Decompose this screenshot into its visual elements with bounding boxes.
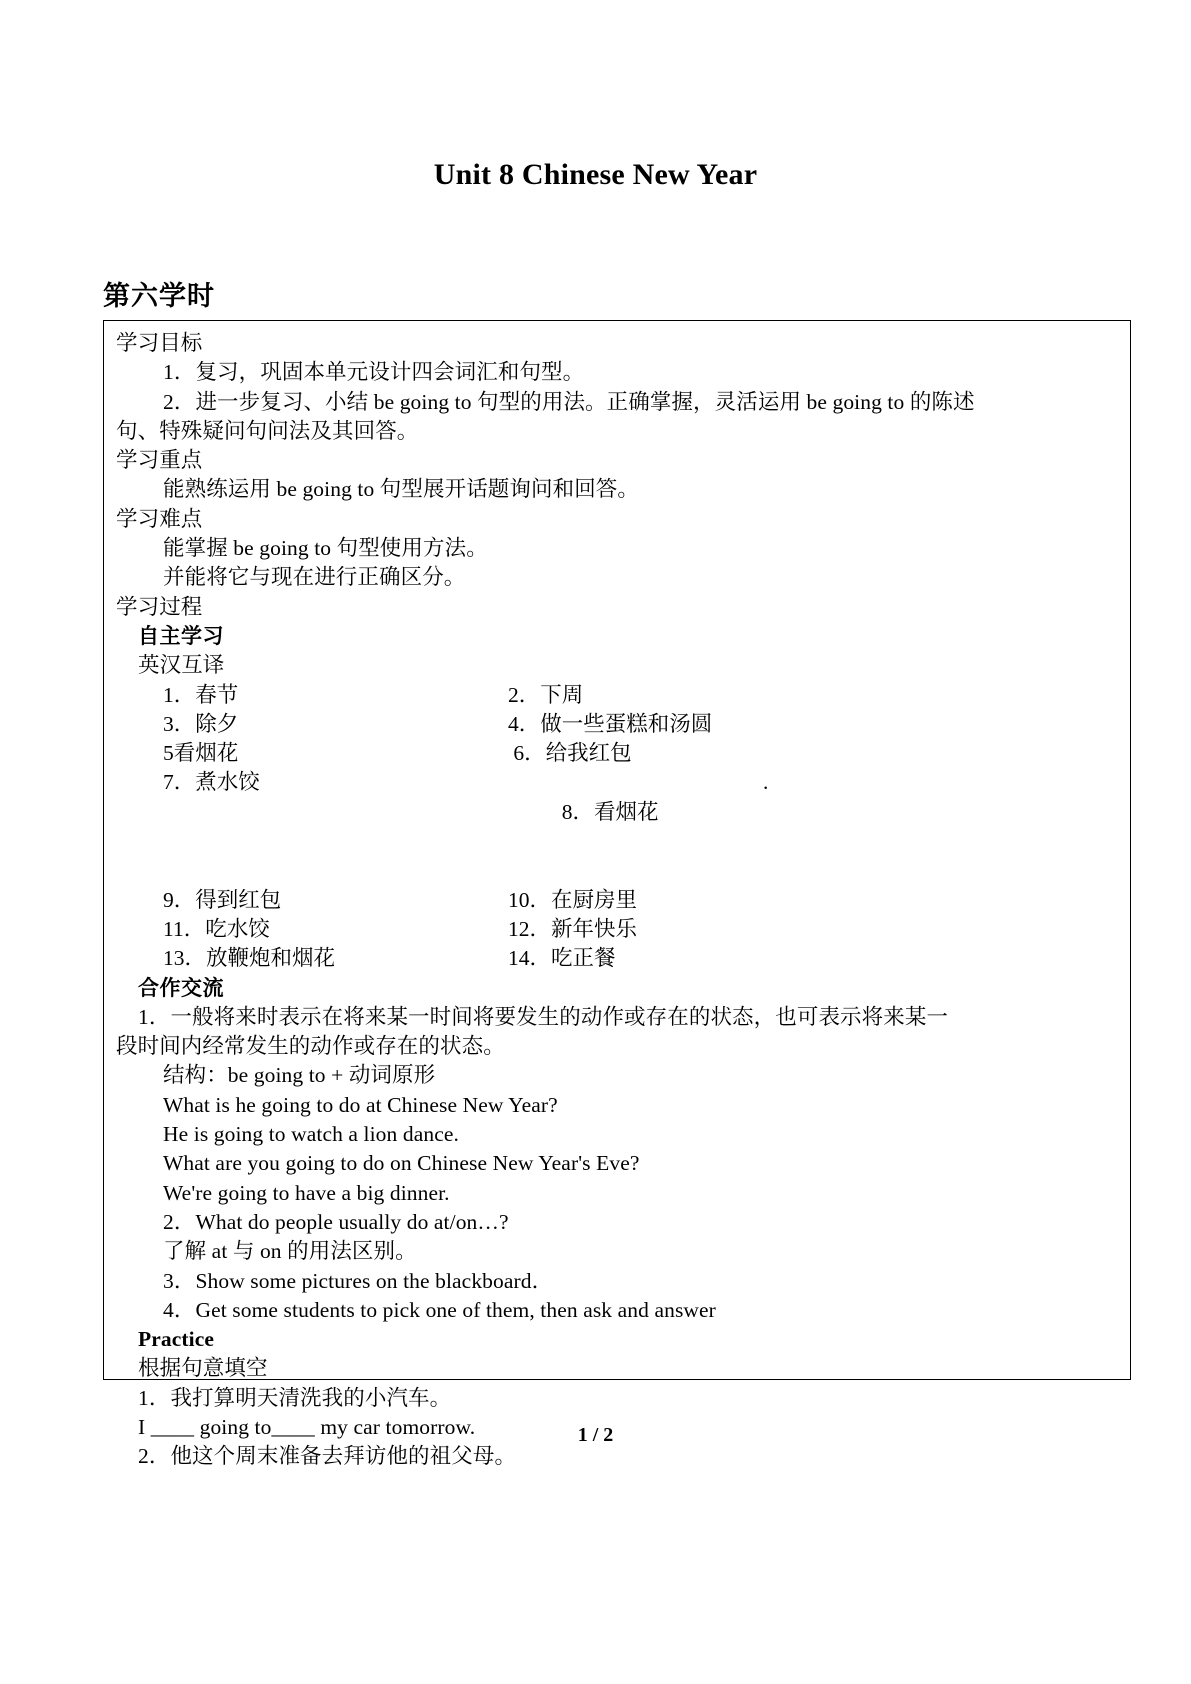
practice-line: 根据句意填空 [138, 1356, 268, 1381]
vocab-row [116, 681, 1116, 710]
vocab-row [116, 739, 1116, 768]
vocabulary-list [116, 681, 1116, 974]
cooperation-line: 结构：be going to + 动词原形 [163, 1063, 436, 1088]
vocab-item: 6．给我红包 [508, 741, 632, 766]
difficult-points-item: 能掌握 be going to 句型使用方法。 [163, 536, 488, 561]
vocab-row [116, 915, 1116, 944]
lesson-content-box [103, 320, 1131, 1469]
cooperation-line: What are you going to do on Chinese New Year's Eve? [163, 1151, 640, 1176]
vocab-item: 9．得到红包 [163, 887, 282, 912]
vocab-item: 2．下周 [508, 682, 584, 707]
objectives-item: 1．复习，巩固本单元设计四会词汇和句型。 [163, 360, 585, 385]
self-study-subheading: 英汉互译 [138, 653, 225, 678]
vocab-item: 11．吃水饺 [163, 916, 270, 941]
vocab-item: 10．在厨房里 [508, 887, 638, 912]
practice-line: 1．我打算明天清洗我的小汽车。 [138, 1385, 452, 1410]
lesson-heading: 第六学时 [103, 281, 215, 312]
cooperation-line: 3．Show some pictures on the blackboard． [163, 1268, 554, 1293]
cooperation-line: 2．What do people usually do at/on…? [163, 1209, 509, 1234]
cooperation-line: 了解 at 与 on 的用法区别。 [163, 1239, 417, 1264]
vocab-item: 12．新年快乐 [508, 916, 638, 941]
vocab-item [508, 768, 1116, 885]
stray-punctuation: . [763, 770, 769, 795]
self-study-heading: 自主学习 [138, 623, 224, 648]
difficult-points-item: 并能将它与现在进行正确区分。 [163, 565, 466, 590]
cooperation-line: We're going to have a big dinner. [163, 1180, 450, 1205]
vocab-item: 13．放鞭炮和烟花 [163, 946, 336, 971]
vocab-item: 7．煮水饺 [163, 770, 260, 795]
process-heading: 学习过程 [116, 594, 203, 619]
vocab-item-text: 8．看烟花 [561, 799, 659, 824]
practice-line: I ____ going to____ my car tomorrow. [138, 1414, 476, 1439]
vocab-item: 3．除夕 [163, 711, 239, 736]
practice-line: 2．他这个周末准备去拜访他的祖父母。 [138, 1444, 517, 1469]
cooperation-heading: 合作交流 [138, 975, 224, 1000]
page-title: Unit 8 Chinese New Year [433, 158, 758, 191]
cooperation-line: 段时间内经常发生的动作或存在的状态。 [116, 1034, 505, 1059]
objectives-item: 2．进一步复习、小结 be going to 句型的用法。正确掌握，灵活运用 be going to 的陈述 [163, 389, 975, 414]
cooperation-line: 4．Get some students to pick one of them, then ask and answer [163, 1297, 716, 1322]
vocab-row [116, 944, 1116, 973]
vocab-item: 14．吃正餐 [508, 946, 616, 971]
objectives-item: 句、特殊疑问句问法及其回答。 [116, 418, 419, 443]
vocab-item: 1．春节 [163, 682, 239, 707]
vocab-row [116, 886, 1116, 915]
cooperation-line: What is he going to do at Chinese New Year? [163, 1092, 558, 1117]
vocab-item: 5看烟花 [163, 741, 239, 766]
vocab-row [116, 768, 1116, 885]
practice-heading: Practice [138, 1327, 214, 1352]
page-footer: 1 / 2 [577, 1424, 614, 1446]
cooperation-line: 1．一般将来时表示在将来某一时间将要发生的动作或存在的状态，也可表示将来某一 [138, 1004, 949, 1029]
vocab-row [116, 710, 1116, 739]
difficult-points-heading: 学习难点 [116, 506, 203, 531]
key-points-heading: 学习重点 [116, 448, 203, 473]
vocab-item: 4．做一些蛋糕和汤圆 [508, 711, 713, 736]
objectives-heading: 学习目标 [116, 331, 203, 355]
cooperation-line: He is going to watch a lion dance. [163, 1122, 459, 1147]
key-points-item: 能熟练运用 be going to 句型展开话题询问和回答。 [163, 477, 639, 502]
